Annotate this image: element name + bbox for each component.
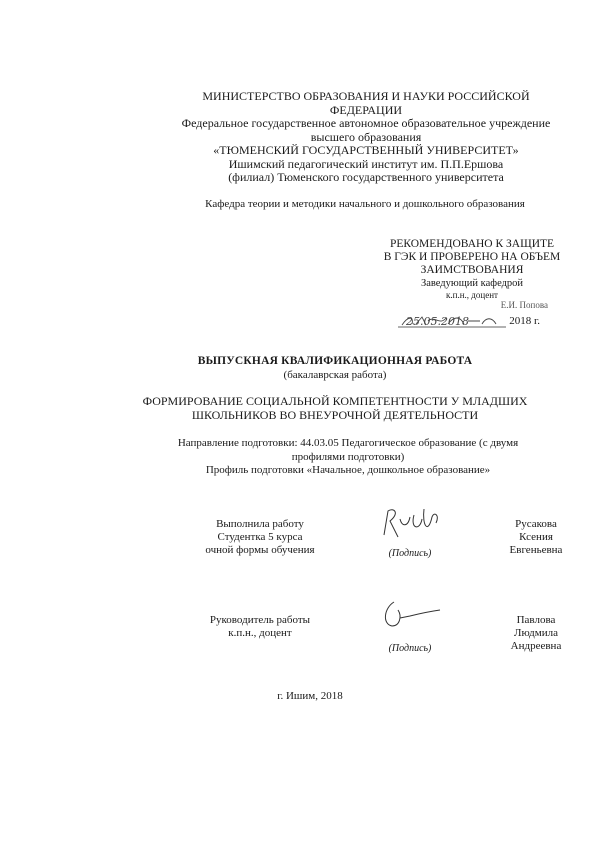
branch-line: Ишимский педагогический институт им. П.П.Ершова — [228, 156, 504, 171]
student-role-line: Студентка 5 курса — [217, 531, 303, 543]
student-signature-mark — [370, 505, 450, 547]
branch-line: (филиал) Тюменского государственного университета — [228, 170, 504, 184]
approval-year: 2018 г. — [509, 315, 540, 327]
work-subtitle: (бакалаврская работа) — [283, 369, 387, 381]
work-title: ВЫПУСКНАЯ КВАЛИФИКАЦИОННАЯ РАБОТА — [197, 355, 473, 367]
approval-line: В ГЭК И ПРОВЕРЕНО НА ОБЪЕМ — [383, 251, 561, 263]
head-degree: к.п.н., доцент — [446, 290, 498, 300]
handwritten-date: 25.05.2018 — [406, 315, 469, 328]
supervisor-role-line: к.п.н., доцент — [228, 627, 292, 639]
ministry-line: МИНИСТЕРСТВО ОБРАЗОВАНИЯ И НАУКИ РОССИЙСКОЙ — [202, 89, 530, 103]
signature-caption: (Подпись) — [388, 548, 432, 559]
supervisor-patronymic: Андреевна — [510, 640, 562, 652]
student-first-name: Ксения — [519, 531, 553, 543]
supervisor-surname: Павлова — [516, 614, 556, 626]
thesis-topic — [140, 394, 530, 422]
signature-caption: (Подпись) — [388, 643, 432, 654]
head-name: Е.И. Попова — [500, 300, 548, 310]
institution-line: высшего образования — [310, 129, 422, 144]
supervisor-name — [496, 614, 576, 653]
supervisor-first-name: Людмила — [514, 627, 558, 639]
supervisor-role — [200, 614, 320, 640]
topic-line: ФОРМИРОВАНИЕ СОЦИАЛЬНОЙ КОМПЕТЕНТНОСТИ У МЛАДШИХ — [142, 394, 528, 408]
student-name — [496, 518, 576, 557]
city-year: г. Ишим, 2018 — [277, 690, 343, 702]
supervisor-signature — [370, 596, 450, 654]
handwritten-date-signature — [398, 312, 506, 330]
approval-line: ЗАИМСТВОВАНИЯ — [420, 264, 524, 276]
student-role-line: Выполнила работу — [216, 518, 304, 530]
approval-date — [398, 315, 562, 329]
supervisor-signature-mark — [370, 596, 450, 636]
student-role — [200, 518, 320, 557]
approval-block — [382, 238, 562, 310]
study-direction — [148, 437, 548, 478]
head-title: Заведующий кафедрой — [420, 278, 524, 289]
ministry-header — [176, 90, 556, 185]
university-name: «ТЮМЕНСКИЙ ГОСУДАРСТВЕННЫЙ УНИВЕРСИТЕТ» — [213, 143, 519, 157]
approval-line: РЕКОМЕНДОВАНО К ЗАЩИТЕ — [389, 238, 555, 250]
student-signature — [370, 505, 450, 560]
student-patronymic: Евгеньевна — [509, 544, 563, 556]
ministry-line: ФЕДЕРАЦИИ — [329, 102, 403, 117]
topic-line: ШКОЛЬНИКОВ ВО ВНЕУРОЧНОЙ ДЕЯТЕЛЬНОСТИ — [191, 408, 479, 422]
profile-line: Профиль подготовки «Начальное, дошкольное образование» — [205, 464, 491, 476]
direction-line: Направление подготовки: 44.03.05 Педагогическое образование (с двумя — [177, 437, 519, 449]
student-role-line: очной формы обучения — [205, 544, 315, 556]
student-surname: Русакова — [515, 518, 557, 530]
department-name: Кафедра теории и методики начального и дошкольного образования — [205, 198, 525, 210]
direction-line: профилями подготовки) — [291, 450, 405, 463]
supervisor-role-line: Руководитель работы — [209, 614, 311, 626]
institution-line: Федеральное государственное автономное образовательное учреждение — [181, 116, 551, 130]
